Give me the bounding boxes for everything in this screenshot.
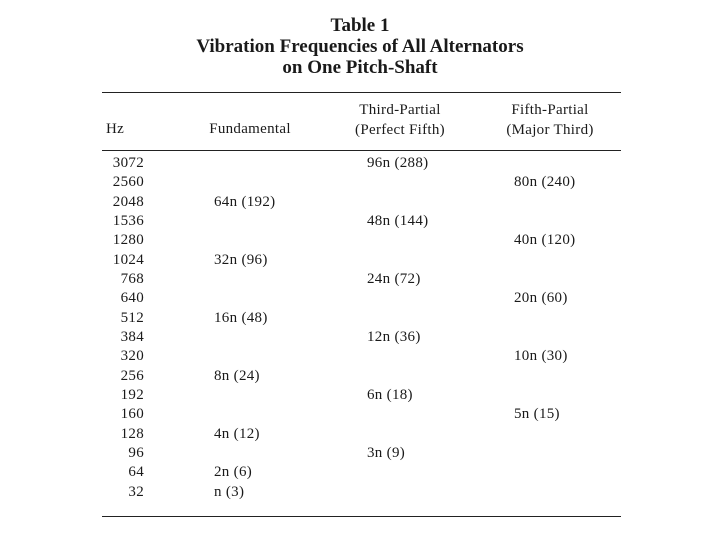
table-row (0, 405, 720, 424)
cell-third-partial: 96n (288) (367, 155, 429, 171)
table-row (0, 444, 720, 463)
cell-third-partial: 3n (9) (367, 444, 406, 461)
cell-fundamental: 2n (6) (214, 464, 253, 481)
cell-third-partial: 6n (18) (367, 386, 413, 403)
bottom-rule (102, 516, 621, 517)
table-row (0, 193, 720, 212)
header-rule (102, 150, 621, 151)
cell-hz: 768 (120, 270, 144, 287)
table-row (0, 463, 720, 482)
cell-fifth-partial: 5n (15) (514, 406, 560, 423)
column-header-fifth-partial-line-1: Fifth-Partial (511, 102, 589, 118)
column-header-fifth-partial (490, 100, 610, 140)
cell-fundamental: 8n (24) (214, 367, 260, 384)
cell-fifth-partial: 40n (120) (514, 232, 576, 249)
cell-fundamental: 4n (12) (214, 425, 260, 442)
column-header-hz: Hz (106, 121, 125, 137)
cell-hz: 1536 (112, 212, 144, 229)
table-row (0, 270, 720, 289)
table-row (0, 154, 720, 173)
cell-fundamental: 16n (48) (214, 309, 268, 326)
cell-hz: 160 (120, 406, 144, 423)
cell-hz: 96 (128, 444, 144, 461)
table-row (0, 367, 720, 386)
cell-hz: 2560 (112, 174, 144, 191)
cell-fifth-partial: 80n (240) (514, 174, 576, 191)
table-row (0, 231, 720, 250)
column-header-fifth-partial-line-2: (Major Third) (506, 122, 594, 138)
table-row (0, 289, 720, 308)
cell-hz: 3072 (112, 155, 144, 171)
table-row (0, 347, 720, 366)
table-row (0, 386, 720, 405)
cell-fundamental: 64n (192) (214, 193, 276, 210)
column-header-third-partial (340, 100, 460, 140)
table-number: Table 1 (330, 15, 390, 36)
cell-hz: 256 (120, 367, 144, 384)
cell-fifth-partial: 10n (30) (514, 348, 568, 365)
cell-fundamental: 32n (96) (214, 251, 268, 268)
cell-hz: 32 (128, 483, 144, 500)
cell-third-partial: 48n (144) (367, 212, 429, 229)
table-title-line-2: on One Pitch-Shaft (282, 57, 438, 78)
column-header-third-partial-line-1: Third-Partial (359, 102, 441, 118)
cell-fifth-partial: 20n (60) (514, 290, 568, 307)
column-header-fundamental: Fundamental (209, 121, 291, 137)
cell-hz: 128 (120, 425, 144, 442)
cell-hz: 640 (120, 290, 144, 307)
table-row (0, 173, 720, 192)
cell-hz: 384 (120, 328, 144, 345)
cell-third-partial: 24n (72) (367, 270, 421, 287)
table-row (0, 483, 720, 502)
cell-fundamental: n (3) (214, 483, 245, 500)
table-row (0, 425, 720, 444)
table-row (0, 328, 720, 347)
cell-third-partial: 12n (36) (367, 328, 421, 345)
table-row (0, 309, 720, 328)
cell-hz: 64 (128, 464, 144, 481)
cell-hz: 1280 (112, 232, 144, 249)
cell-hz: 320 (120, 348, 144, 365)
table-row (0, 212, 720, 231)
cell-hz: 1024 (112, 251, 144, 268)
column-header-third-partial-line-2: (Perfect Fifth) (355, 122, 445, 138)
table-title-line-1: Vibration Frequencies of All Alternators (196, 36, 524, 57)
cell-hz: 192 (120, 386, 144, 403)
cell-hz: 2048 (112, 193, 144, 210)
table-body (0, 154, 720, 502)
table-row (0, 251, 720, 270)
top-rule (102, 92, 621, 93)
cell-hz: 512 (120, 309, 144, 326)
